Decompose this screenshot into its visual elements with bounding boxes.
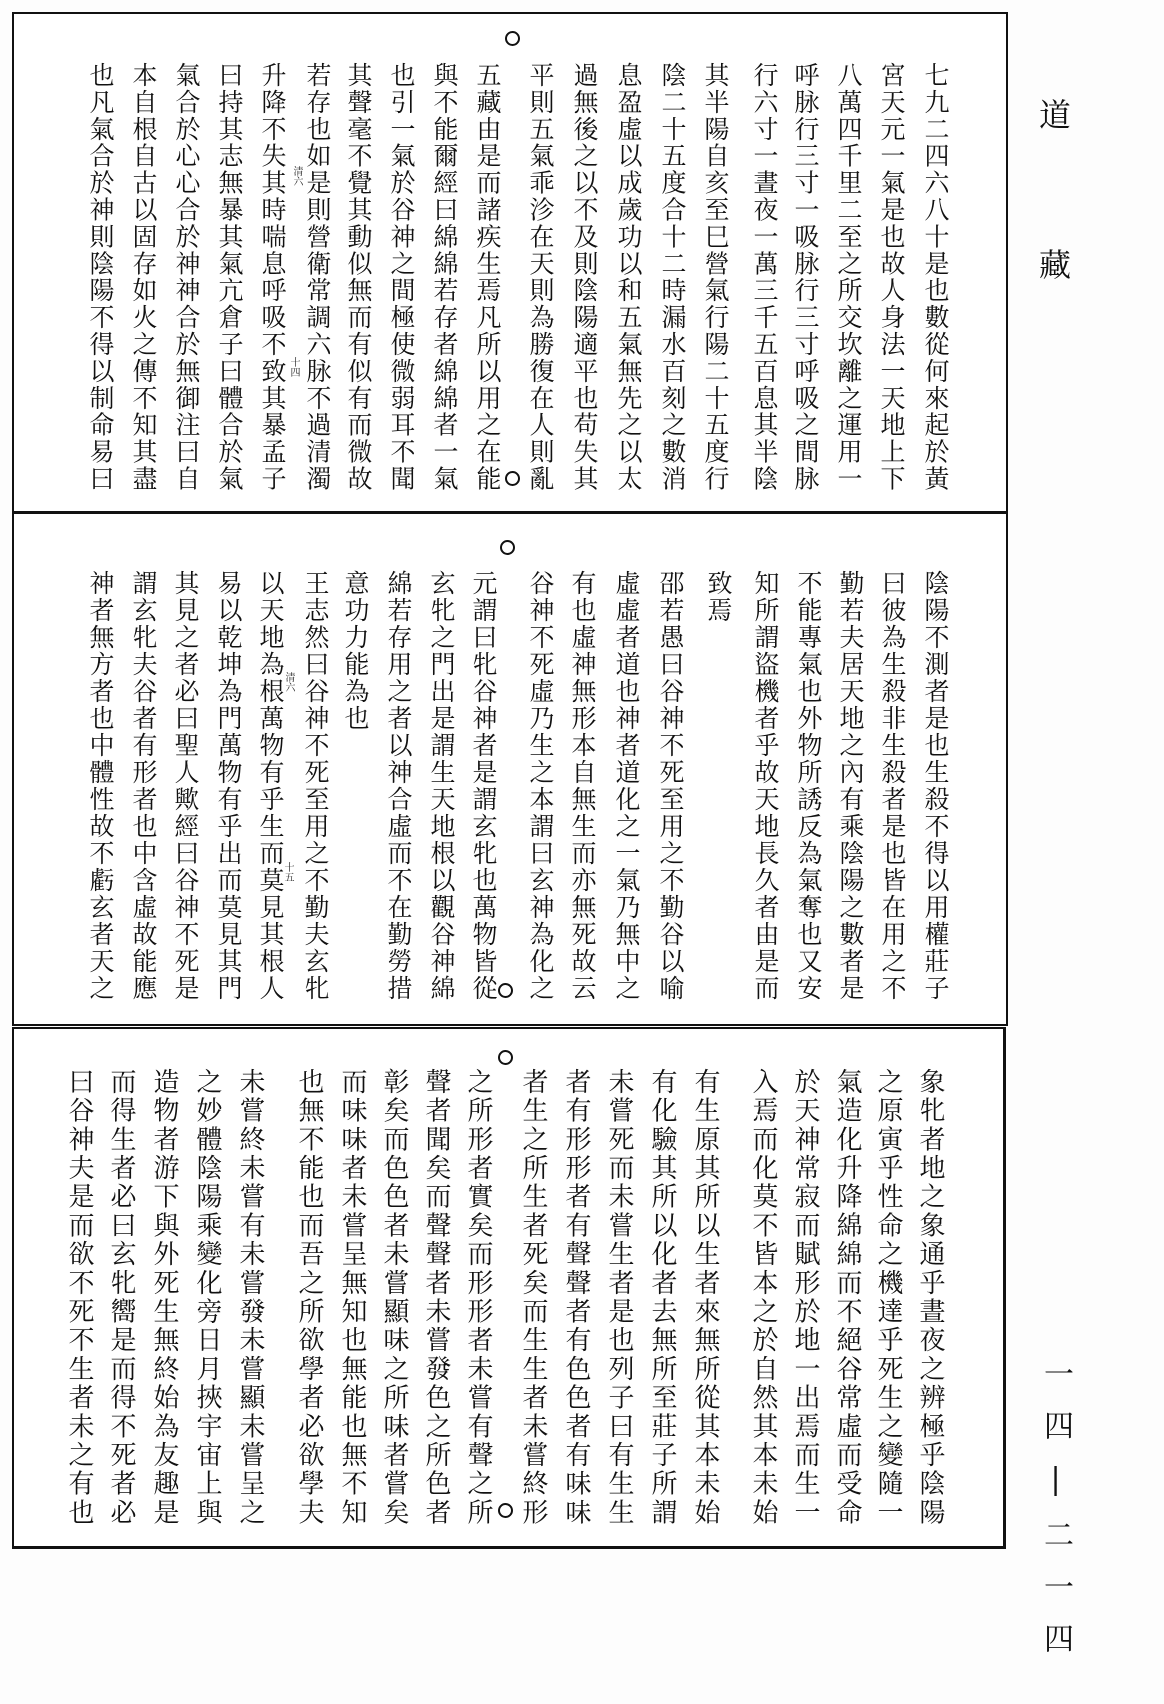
text-column: 致焉 <box>704 570 733 624</box>
folio-annotation: 十五 <box>282 862 293 882</box>
text-column: 有化驗其所以化者去無所至莊子所謂 <box>647 1068 677 1528</box>
text-column: 玄牝之門出是謂生天地根以觀谷神綿 <box>427 570 456 1002</box>
text-column: 其見之者必曰聖人歟經曰谷神不死是 <box>171 570 200 1002</box>
text-column: 未嘗終未嘗有未嘗發未嘗顯未嘗呈之 <box>235 1068 265 1528</box>
text-column: 有生原其所以生者來無所從其本未始 <box>690 1068 720 1528</box>
text-column: 也引一氣於谷神之間極使微弱耳不聞 <box>387 62 416 493</box>
text-column: 元謂曰牝谷神者是謂玄牝也萬物皆從 <box>469 570 498 1002</box>
text-column: 平則五氣乖沴在天則為勝復在人則亂 <box>526 62 555 493</box>
fold-marker-icon <box>500 540 515 555</box>
text-column: 造物者游下與外死生無終始為友趣是 <box>149 1068 179 1528</box>
text-column: 也凡氣合於神則陰陽不得以制命易曰 <box>86 62 115 493</box>
text-column: 邵若愚曰谷神不死至用之不勤谷以喻 <box>656 570 685 1002</box>
text-column: 其聲毫不覺其動似無而有似有而微故 <box>344 62 373 493</box>
text-column: 象牝者地之象通乎晝夜之辨極乎陰陽 <box>915 1068 945 1528</box>
collection-title-char: 藏 <box>1038 246 1071 284</box>
text-column: 曰持其志無暴其氣亢倉子曰體合於氣 <box>215 62 244 493</box>
text-column: 聲者聞矣而聲聲者未嘗發色之所色者 <box>421 1068 451 1528</box>
text-column: 綿若存用之者以神合虛而不在勤勞措 <box>384 570 413 1002</box>
text-column: 意功力能為也 <box>341 570 370 732</box>
text-column: 以天地為根萬物有乎生而莫見其根人 <box>256 570 285 1002</box>
text-column: 而得生者必曰玄牝嚮是而得不死者必 <box>106 1068 136 1528</box>
text-column: 呼脉行三寸一吸脉行三寸呼吸之間脉 <box>791 62 820 493</box>
text-column: 神者無方者也中體性故不虧玄者天之 <box>86 570 115 1002</box>
text-column: 於天神常寂而賦形於地一出焉而生一 <box>790 1068 820 1528</box>
folio-annotation: 十四 <box>288 357 299 377</box>
text-column: 不能專氣也外物所誘反為氣奪也又安 <box>794 570 823 1002</box>
volume-annotation: 清六 <box>283 672 294 692</box>
text-column: 氣造化升降綿綿而不絕谷常虛而受命 <box>832 1068 862 1528</box>
text-column: 陰陽不測者是也生殺不得以用權莊子 <box>921 570 950 1002</box>
text-column: 勤若夫居天地之內有乘陰陽之數者是 <box>836 570 865 1002</box>
text-column: 而味味者未嘗呈無知也無能也無不知 <box>337 1068 367 1528</box>
text-column: 其半陽自亥至巳營氣行陽二十五度行 <box>701 62 730 493</box>
text-column: 曰彼為生殺非生殺者是也皆在用之不 <box>878 570 907 1002</box>
text-column: 王志然曰谷神不死至用之不勤夫玄牝 <box>301 570 330 1002</box>
text-column: 之所形者實矣而形形者未嘗有聲之所 <box>463 1068 493 1528</box>
text-column: 若存也如是則營衛常調六脉不過清濁 <box>303 62 332 493</box>
text-column: 易以乾坤為門萬物有乎出而莫見其門 <box>214 570 243 1002</box>
text-column: 者生之所生者死矣而生生者未嘗終形 <box>518 1068 548 1528</box>
text-column: 五藏由是而諸疾生焉凡所以用之在能 <box>473 62 502 493</box>
text-column: 過無後之以不及則陰陽適平也苟失其 <box>570 62 599 493</box>
text-column: 與不能爾經曰綿綿若存者綿綿者一氣 <box>430 62 459 493</box>
page-number: 一四|二一四 <box>1038 1358 1073 1675</box>
text-column: 也無不能也而吾之所欲學者必欲學夫 <box>294 1068 324 1528</box>
text-column: 升降不失其時喘息呼吸不致其暴孟子 <box>258 62 287 493</box>
text-column: 行六寸一晝夜一萬三千五百息其半陰 <box>750 62 779 493</box>
text-column: 有也虛神無形本自無生而亦無死故云 <box>568 570 597 1002</box>
text-column: 陰二十五度合十二時漏水百刻之數消 <box>658 62 687 493</box>
volume-annotation: 清六 <box>291 166 302 186</box>
text-column: 未嘗死而未嘗生者是也列子曰有生生 <box>604 1068 634 1528</box>
text-column: 宮天元一氣是也故人身法一天地上下 <box>877 62 906 493</box>
text-column: 曰谷神夫是而欲不死不生者未之有也 <box>64 1068 94 1528</box>
fold-marker-icon <box>505 471 520 486</box>
collection-title-char: 道 <box>1038 96 1071 134</box>
text-column: 息盈虛以成歲功以和五氣無先之以太 <box>614 62 643 493</box>
text-column: 之妙體陰陽乘變化旁日月挾宇宙上與 <box>192 1068 222 1528</box>
text-column: 氣合於心心合於神神合於無御注曰自 <box>172 62 201 493</box>
text-column: 彰矣而色色者未嘗顯味之所味者嘗矣 <box>379 1068 409 1528</box>
text-column: 知所謂盜機者乎故天地長久者由是而 <box>751 570 780 1002</box>
fold-marker-icon <box>498 1503 513 1518</box>
text-column: 之原寅乎性命之機達乎死生之變隨一 <box>873 1068 903 1528</box>
text-column: 者有形形者有聲聲者有色色者有味味 <box>561 1068 591 1528</box>
fold-marker-icon <box>498 1050 513 1065</box>
text-column: 七九二四六八十是也數從何來起於黃 <box>921 62 950 493</box>
text-column: 谷神不死虛乃生之本謂曰玄神為化之 <box>526 570 555 1002</box>
text-column: 八萬四千里二至之所交坎離之運用一 <box>834 62 863 493</box>
fold-marker-icon <box>505 31 520 46</box>
text-column: 謂玄牝夫谷者有形者也中含虛故能應 <box>129 570 158 1002</box>
text-column: 虛虛者道也神者道化之一氣乃無中之 <box>612 570 641 1002</box>
text-column: 入焉而化莫不皆本之於自然其本未始 <box>748 1068 778 1528</box>
text-column: 本自根自古以固存如火之傳不知其盡 <box>129 62 158 493</box>
